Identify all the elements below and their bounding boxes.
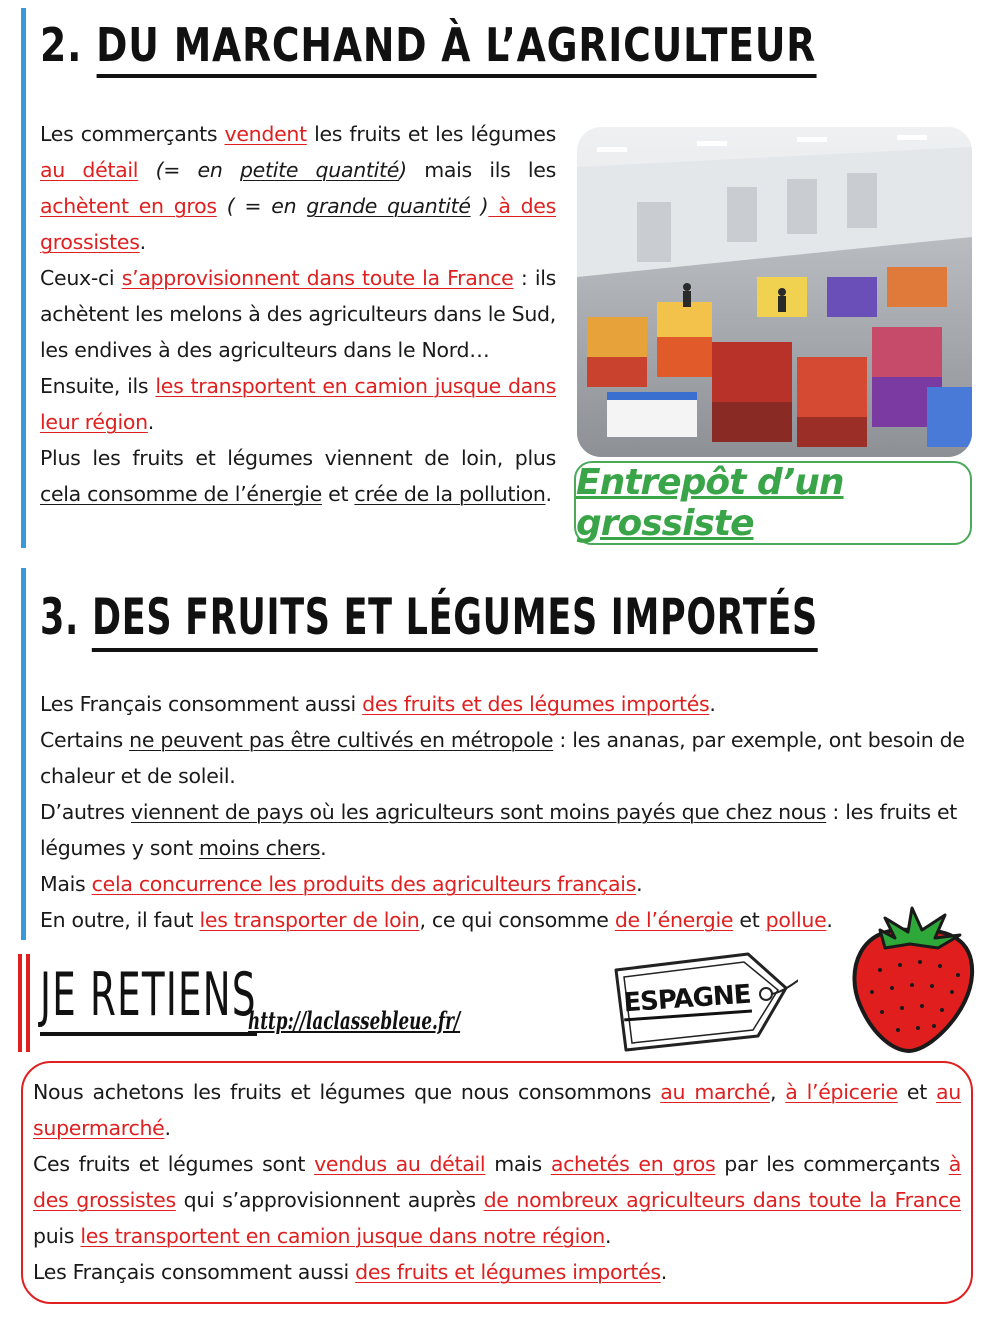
section3-title	[40, 588, 818, 646]
section2-number: 2.	[40, 18, 83, 72]
section3-text	[40, 686, 975, 938]
text: En outre, il faut	[40, 908, 200, 932]
text: (= en	[138, 158, 240, 182]
text: D’autres	[40, 800, 131, 824]
text: Nous achetons les fruits et légumes que nous consommons	[33, 1080, 661, 1104]
highlight: s’approvisionnent dans toute la France	[121, 266, 514, 290]
underlined-term: petite quantité	[239, 158, 400, 182]
text: .	[660, 1260, 667, 1284]
text: puis	[33, 1224, 81, 1248]
text: Ces fruits et légumes sont	[33, 1152, 315, 1176]
highlight: achetés en gros	[550, 1152, 716, 1176]
section3-paragraph-2	[40, 722, 975, 794]
section3-paragraph-4	[40, 866, 975, 902]
highlight: à des grossistes	[40, 194, 556, 254]
retiens-side-bar-2	[26, 954, 30, 1052]
text: Les Français consomment aussi	[33, 1260, 356, 1284]
text: : ils achètent les melons à des agriculteurs dans le Sud, les endives à des agriculteurs dans le Nord…	[40, 266, 556, 362]
strawberry-icon	[840, 900, 980, 1060]
underlined-term: cela consomme de l’énergie	[40, 482, 322, 506]
highlight: achètent en gros	[40, 194, 217, 218]
section3-title-text: DES FRUITS ET LÉGUMES IMPORTÉS	[92, 588, 818, 652]
section3-paragraph-5	[40, 902, 975, 938]
text: ( = en	[216, 194, 307, 218]
photo-caption-box	[574, 461, 972, 545]
section2-text	[40, 116, 556, 512]
highlight: de l’énergie	[614, 908, 734, 932]
text: Mais	[40, 872, 92, 896]
text: mais ils les	[406, 158, 556, 182]
highlight: des fruits et légumes importés	[355, 1260, 661, 1284]
text: .	[320, 836, 327, 860]
text: )	[470, 194, 489, 218]
text: .	[139, 230, 146, 254]
retiens-paragraph-1	[33, 1074, 961, 1146]
highlight: vendus au détail	[314, 1152, 486, 1176]
text: Ceux-ci	[40, 266, 122, 290]
tag-label	[622, 970, 752, 1030]
text: : les fruits et légumes y sont	[40, 800, 958, 860]
text: .	[604, 1224, 612, 1248]
underlined-term: moins chers	[199, 836, 321, 860]
retiens-paragraph-3	[33, 1254, 961, 1290]
section2-side-bar	[21, 8, 26, 548]
section2-paragraph-4	[40, 440, 556, 512]
section3-paragraph-1	[40, 686, 975, 722]
tag-label-text: ESPAGNE	[622, 979, 751, 1021]
text: , ce qui consomme	[419, 908, 615, 932]
text: qui s’approvisionnent auprès	[175, 1188, 484, 1212]
section2-title-text: DU MARCHAND À L’AGRICULTEUR	[96, 18, 816, 78]
text: mais	[485, 1152, 551, 1176]
text: .	[826, 908, 833, 932]
text: Ensuite, ils	[40, 374, 156, 398]
highlight: au marché	[660, 1080, 770, 1104]
text: Les Français consomment aussi	[40, 692, 363, 716]
retiens-title	[40, 960, 257, 1030]
highlight: pollue	[765, 908, 827, 932]
section2-paragraph-3	[40, 368, 556, 440]
highlight: cela concurrence les produits des agriculteurs français	[91, 872, 637, 896]
retiens-text	[33, 1074, 961, 1290]
text: par les commerçants	[715, 1152, 949, 1176]
retiens-side-bar	[18, 954, 22, 1052]
text: .	[636, 872, 643, 896]
retiens-paragraph-2	[33, 1146, 961, 1254]
highlight: les transportent en camion jusque dans notre région	[80, 1224, 605, 1248]
retiens-title-text: JE RETIENS	[40, 960, 257, 1036]
section3-side-bar	[21, 568, 26, 940]
highlight: les transporter de loin	[199, 908, 420, 932]
text: ,	[769, 1080, 786, 1104]
underlined-term: grande quantité	[306, 194, 471, 218]
highlight: au supermarché	[33, 1080, 961, 1140]
site-url: http://laclassebleue.fr/	[248, 1006, 461, 1035]
text: .	[164, 1116, 171, 1140]
section3-paragraph-3	[40, 794, 975, 866]
text: .	[147, 410, 154, 434]
highlight: les transportent en camion jusque dans leur région	[40, 374, 556, 434]
highlight: des fruits et des légumes importés	[362, 692, 710, 716]
text: )	[399, 158, 407, 182]
section2-paragraph-1	[40, 116, 556, 260]
text: Les commerçants	[40, 122, 225, 146]
warehouse-photo	[577, 127, 972, 457]
text: .	[545, 482, 552, 506]
text: les fruits et les légumes	[306, 122, 556, 146]
underlined-term: viennent de pays où les agriculteurs sont moins payés que chez nous	[130, 800, 827, 824]
highlight: au détail	[40, 158, 139, 182]
section2-paragraph-2	[40, 260, 556, 368]
text: Plus les fruits et légumes viennent de loin, plus	[40, 446, 556, 470]
highlight: vendent	[224, 122, 307, 146]
highlight: à l’épicerie	[785, 1080, 898, 1104]
text: .	[709, 692, 716, 716]
underlined-term: crée de la pollution	[354, 482, 546, 506]
highlight: à des grossistes	[33, 1152, 962, 1212]
text: et	[897, 1080, 937, 1104]
photo-caption: Entrepôt d’un grossiste	[576, 462, 844, 544]
text: et	[321, 482, 355, 506]
section2-title	[40, 18, 816, 72]
text: Certains	[40, 728, 130, 752]
text: et	[733, 908, 766, 932]
text: : les ananas, par exemple, ont besoin de chaleur et de soleil.	[40, 728, 965, 788]
underlined-term: ne peuvent pas être cultivés en métropole	[129, 728, 554, 752]
highlight: de nombreux agriculteurs dans toute la France	[483, 1188, 961, 1212]
section3-number: 3.	[40, 588, 80, 646]
